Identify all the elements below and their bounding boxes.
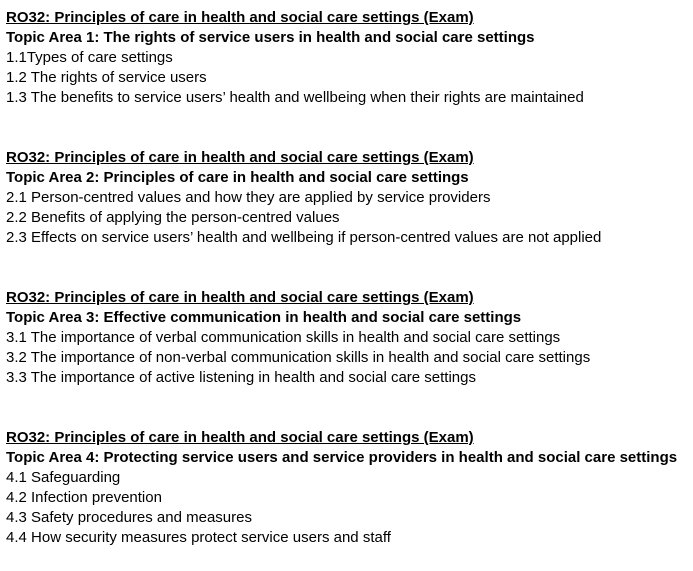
unit-heading: RO32: Principles of care in health and social care settings (Exam): [6, 9, 474, 26]
topic-item-list: [6, 188, 687, 248]
topic-area-heading: Topic Area 4: Protecting service users and service providers in health and social care settings: [6, 449, 678, 466]
topic-area-1-section: [6, 8, 687, 108]
unit-heading: RO32: Principles of care in health and social care settings (Exam): [6, 289, 474, 306]
topic-area-heading: Topic Area 1: The rights of service users in health and social care settings: [6, 29, 535, 46]
list-item: 4.1 Safeguarding: [6, 469, 121, 486]
topic-item-list: [6, 48, 687, 108]
topic-area-2-section: [6, 148, 687, 248]
unit-heading: RO32: Principles of care in health and social care settings (Exam): [6, 149, 474, 166]
topic-area-heading: Topic Area 3: Effective communication in health and social care settings: [6, 309, 522, 326]
list-item: 4.2 Infection prevention: [6, 489, 162, 506]
list-item: 3.3 The importance of active listening in health and social care settings: [6, 369, 476, 386]
topic-area-4-section: [6, 428, 687, 548]
list-item: 3.2 The importance of non-verbal communication skills in health and social care settings: [6, 349, 591, 366]
list-item: 1.3 The benefits to service users’ health and wellbeing when their rights are maintained: [6, 89, 584, 106]
list-item: 1.1Types of care settings: [6, 49, 173, 66]
topic-item-list: [6, 328, 687, 388]
list-item: 2.2 Benefits of applying the person-centred values: [6, 209, 340, 226]
list-item: 1.2 The rights of service users: [6, 69, 207, 86]
unit-heading: RO32: Principles of care in health and social care settings (Exam): [6, 429, 474, 446]
topic-area-heading: Topic Area 2: Principles of care in health and social care settings: [6, 169, 469, 186]
list-item: 3.1 The importance of verbal communication skills in health and social care settings: [6, 329, 561, 346]
list-item: 2.3 Effects on service users’ health and wellbeing if person-centred values are not applied: [6, 229, 602, 246]
topic-item-list: [6, 468, 687, 548]
list-item: 2.1 Person-centred values and how they are applied by service providers: [6, 189, 491, 206]
topic-area-3-section: [6, 288, 687, 388]
list-item: 4.4 How security measures protect service users and staff: [6, 529, 391, 546]
list-item: 4.3 Safety procedures and measures: [6, 509, 252, 526]
